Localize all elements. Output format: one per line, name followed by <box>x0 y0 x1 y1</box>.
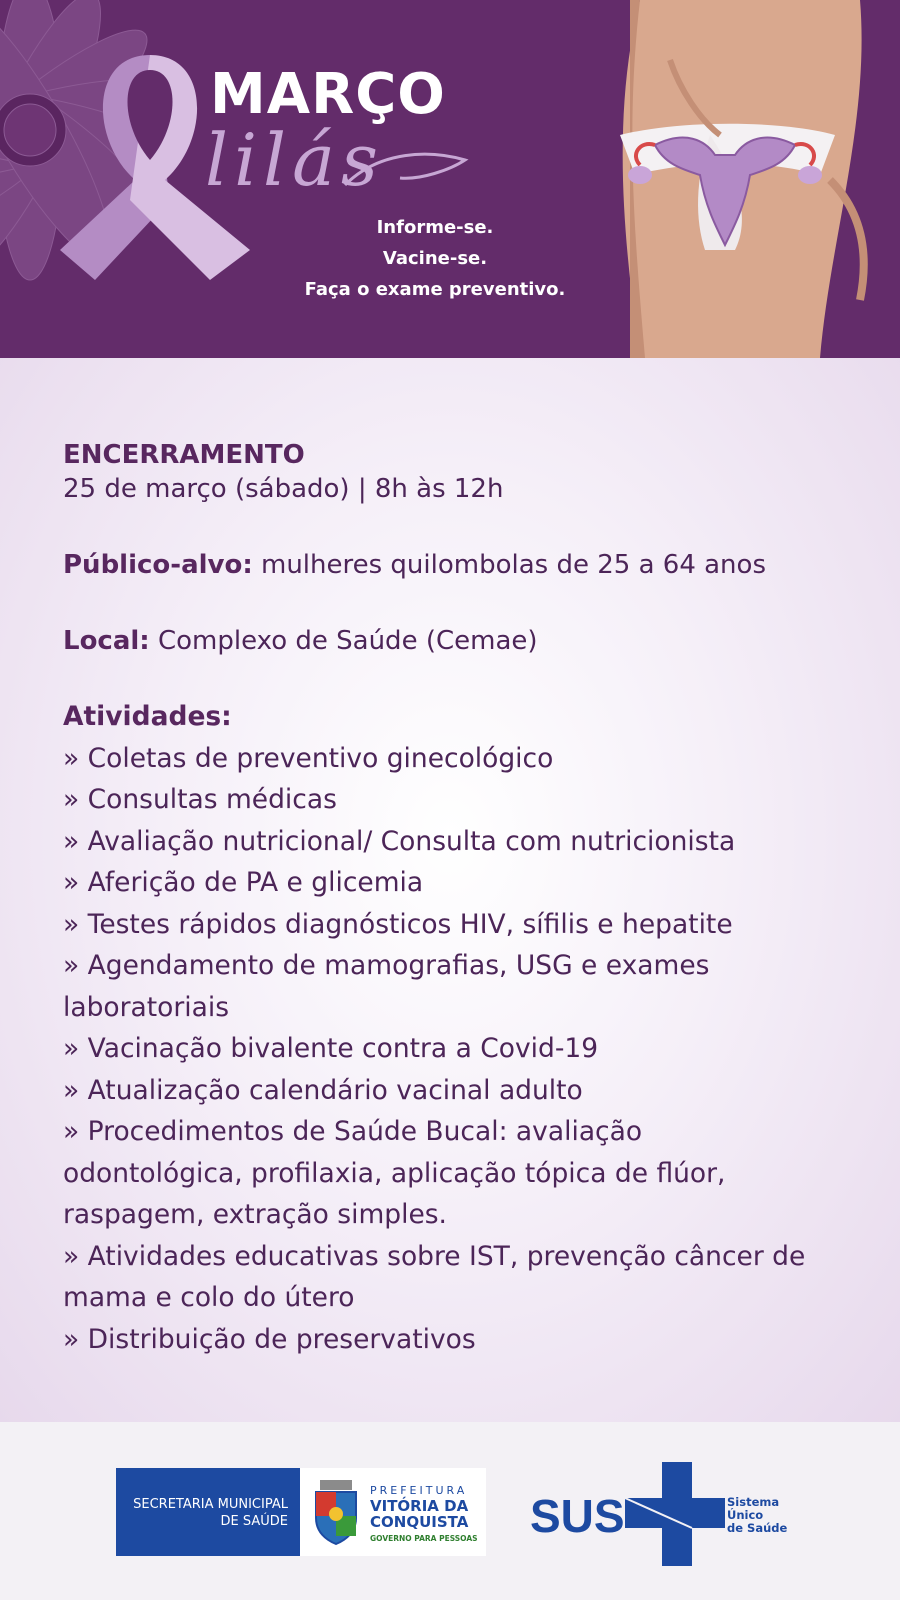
prefeitura-name-line-2: CONQUISTA <box>370 1513 469 1531</box>
activity-line: » Consultas médicas <box>63 784 337 815</box>
activity-line: odontológica, profilaxia, aplicação tópica de flúor, <box>63 1157 726 1189</box>
title-lilas: lilás <box>205 118 384 202</box>
activities-heading: Atividades: <box>63 701 232 732</box>
closing-heading: ENCERRAMENTO <box>63 440 305 470</box>
content-area <box>0 358 900 1422</box>
footer-logos <box>0 1422 900 1600</box>
slogan-line-3: Faça o exame preventivo. <box>304 279 566 300</box>
script-swash <box>340 140 470 200</box>
secretaria-line-1: SECRETARIA MUNICIPAL <box>133 1497 288 1512</box>
activity-line: » Atividades educativas sobre IST, prevenção câncer de <box>63 1240 806 1272</box>
sus-caption-line-1: Sistema <box>727 1495 780 1509</box>
secretaria-logo <box>116 1468 300 1556</box>
event-details <box>63 440 863 1360</box>
activity-line: » Distribuição de preservativos <box>63 1323 476 1355</box>
activity-line: » Avaliação nutricional/ Consulta com nutricionista <box>63 825 736 857</box>
location-value: Complexo de Saúde (Cemae) <box>149 626 538 656</box>
prefeitura-small: PREFEITURA <box>370 1484 468 1497</box>
activity-line: mama e colo do útero <box>63 1282 355 1313</box>
activity-line: raspagem, extração simples. <box>63 1199 447 1230</box>
city-coat-of-arms-icon <box>310 1478 362 1546</box>
audience-value: mulheres quilombolas de 25 a 64 anos <box>252 550 766 580</box>
activity-line: laboratoriais <box>63 991 230 1023</box>
prefeitura-logo <box>300 1468 486 1556</box>
location-line <box>63 622 863 660</box>
prefeitura-tagline: GOVERNO PARA PESSOAS <box>370 1534 478 1543</box>
activity-line: » Vacinação bivalente contra a Covid-19 <box>63 1033 599 1064</box>
activity-line: » Procedimentos de Saúde Bucal: avaliação <box>63 1116 643 1147</box>
activity-line: » Testes rápidos diagnósticos HIV, sífilis e hepatite <box>63 908 733 940</box>
sus-wordmark: SUS <box>530 1490 625 1542</box>
audience-label: Público-alvo: <box>63 550 253 580</box>
title-marco: MARÇO <box>210 62 446 127</box>
sus-caption-line-3: de Saúde <box>727 1521 788 1535</box>
location-label: Local: <box>63 626 150 656</box>
sus-caption <box>727 1496 787 1535</box>
event-date: 25 de março (sábado) | 8h às 12h <box>63 474 504 504</box>
activity-line: » Coletas de preventivo ginecológico <box>63 742 554 774</box>
audience-line <box>63 546 863 584</box>
prefeitura-name-line-1: VITÓRIA DA <box>370 1497 469 1515</box>
activity-line: » Aferição de PA e glicemia <box>63 867 424 898</box>
sus-caption-line-2: Único <box>727 1508 764 1522</box>
header-banner <box>0 0 900 358</box>
torso-uterus-illustration <box>530 0 900 358</box>
slogan-line-1: Informe-se. <box>376 217 494 238</box>
slogan-line-2: Vacine-se. <box>382 248 488 269</box>
secretaria-line-2: DE SAÚDE <box>220 1514 288 1529</box>
activity-line: » Atualização calendário vacinal adulto <box>63 1074 583 1106</box>
prefeitura-name <box>370 1498 468 1530</box>
activity-line: » Agendamento de mamografias, USG e exames <box>63 950 710 981</box>
